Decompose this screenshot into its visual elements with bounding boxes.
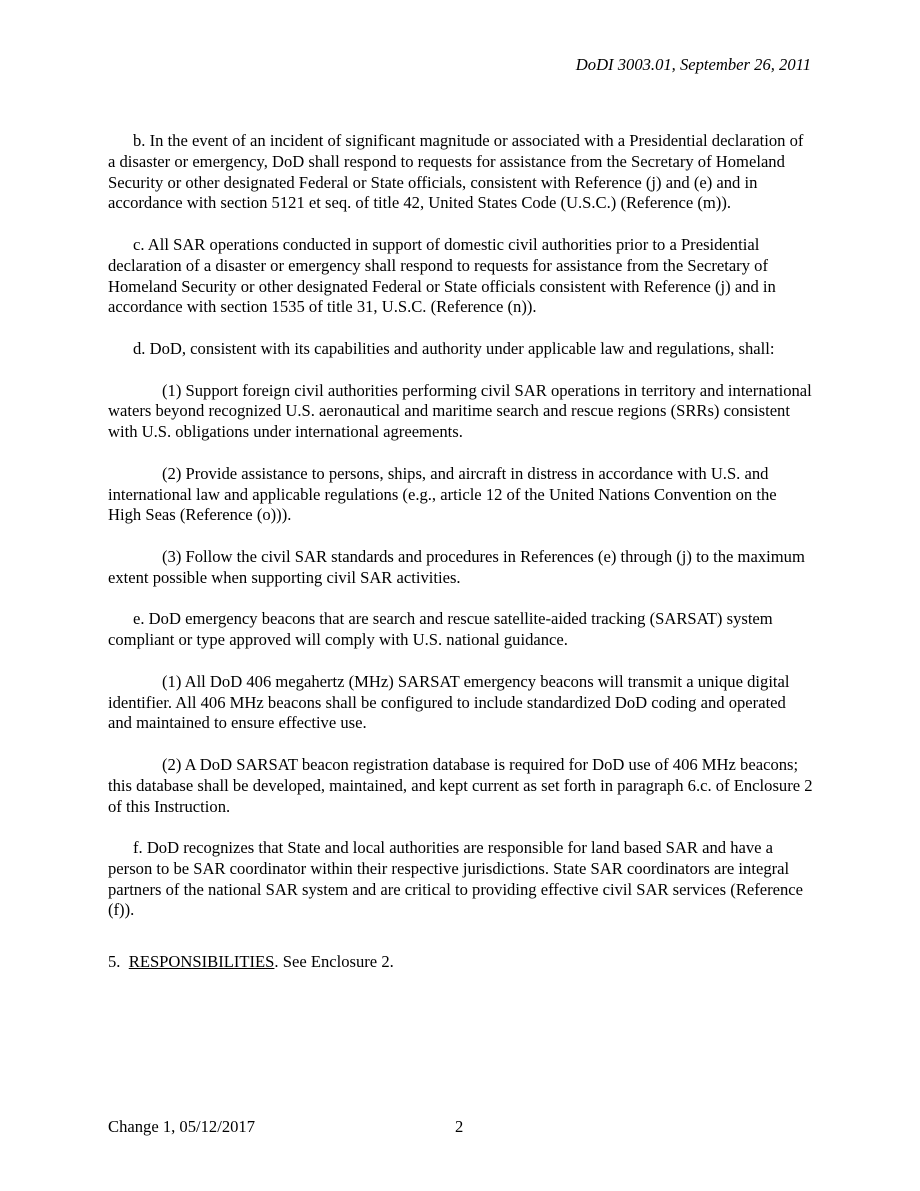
paragraph-f: f. DoD recognizes that State and local authorities are responsible for land based SAR and have a person to be SAR coordinator within their respective jurisdictions. State SAR coordinators are integral partners of the national SAR system and are critical to providing effective civil SAR services (Reference (f)). [108,838,804,920]
paragraph-b: b. In the event of an incident of significant magnitude or associated with a Presidential declaration of a disaster or emergency, DoD shall respond to requests for assistance from the Secretary of Homeland Security or other designated Federal or State officials, consistent with Reference (j) and (e) and in accordance with section 5121 et seq. of title 42, United States Code (U.S.C.) (Reference (m)). [108,131,804,213]
document-header: DoDI 3003.01, September 26, 2011 [575,55,811,74]
page-number: 2 [455,1117,464,1136]
paragraph-e1: (1) All DoD 406 megahertz (MHz) SARSAT emergency beacons will transmit a unique digital identifier. All 406 MHz beacons shall be configured to include standardized DoD coding and operated and maintained to ensure effective use. [108,671,790,733]
section-5-title: RESPONSIBILITIES [128,952,275,972]
footer-change-note: Change 1, 05/12/2017 [108,1117,256,1136]
paragraph-e: e. DoD emergency beacons that are search and rescue satellite-aided tracking (SARSAT) system compliant or type approved will comply with U.S. national guidance. [108,609,773,650]
paragraph-d2: (2) Provide assistance to persons, ships, and aircraft in distress in accordance with U.S. and international law and applicable regulations (e.g., article 12 of the United Nations Convention on the High Seas (Reference (o))). [108,463,777,525]
document-body [108,131,813,973]
section-5-number: 5. [108,952,121,972]
section-5-text: . See Enclosure 2. [274,952,394,972]
paragraph-e2: (2) A DoD SARSAT beacon registration database is required for DoD use of 406 MHz beacons; this database shall be developed, maintained, and kept current as set forth in paragraph 6.c. of Enclosure 2 of this Instruction. [108,754,813,816]
paragraph-d1: (1) Support foreign civil authorities performing civil SAR operations in territory and international waters beyond recognized U.S. aeronautical and maritime search and rescue regions (SRRs) consistent with U.S. obligations under international agreements. [108,380,812,442]
paragraph-d: d. DoD, consistent with its capabilities and authority under applicable law and regulations, shall: [133,338,775,358]
paragraph-d3: (3) Follow the civil SAR standards and procedures in References (e) through (j) to the maximum extent possible when supporting civil SAR activities. [108,546,805,587]
section-5-responsibilities [108,952,813,973]
paragraph-c: c. All SAR operations conducted in support of domestic civil authorities prior to a Presidential declaration of a disaster or emergency shall respond to requests for assistance from the Secretary of Homeland Security or other designated Federal or State officials consistent with Reference (j) and in accordance with section 1535 of title 31, U.S.C. (Reference (n)). [108,234,776,317]
